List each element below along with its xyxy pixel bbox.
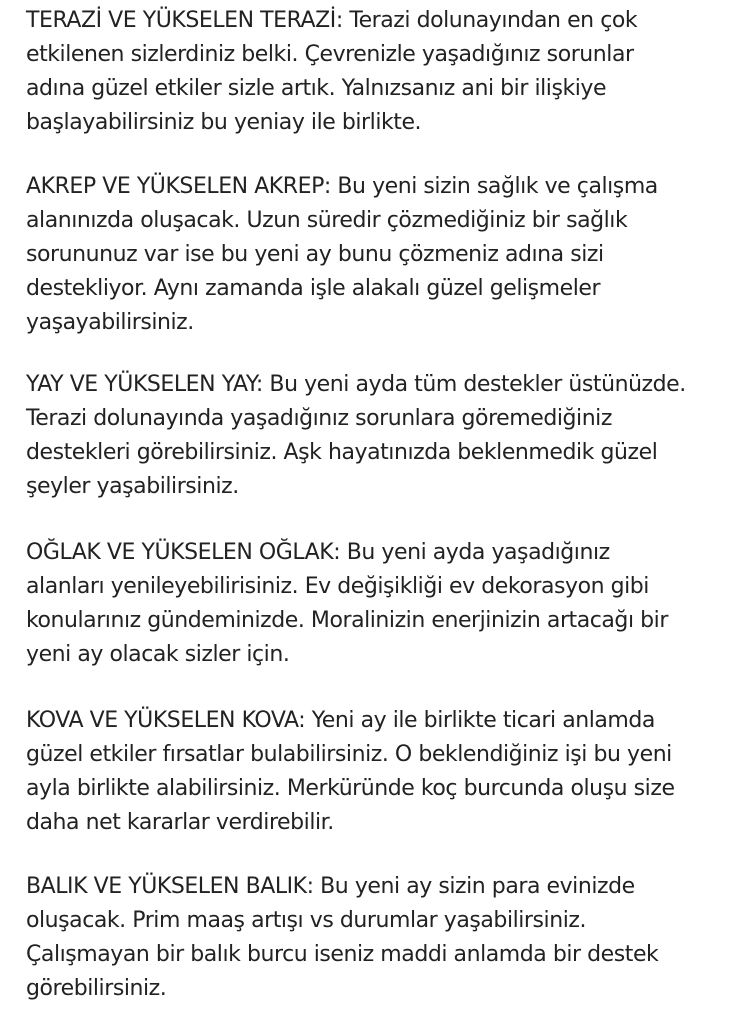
text-line: sorununuz var ise bu yeni ay bunu çözmeniz adına sizi [26,242,604,267]
text-line: OĞLAK VE YÜKSELEN OĞLAK: Bu yeni ayda yaşadığınız [26,540,610,565]
text-line: adına güzel etkiler sizle artık. Yalnızsanız ani bir ilişkiye [26,76,607,101]
text-line: oluşacak. Prim maaş artışı vs durumlar yaşabilirsiniz. [26,908,586,933]
text-line: TERAZİ VE YÜKSELEN TERAZİ: Terazi dolunayından en çok [26,8,638,33]
text-line: etkilenen sizlerdiniz belki. Çevrenizle yaşadığınız sorunlar [26,42,634,67]
text-line: alanınızda oluşacak. Uzun süredir çözmediğiniz bir sağlık [26,208,628,233]
text-line: ayla birlikte alabilirsiniz. Merküründe koç burcunda oluşu size [26,776,675,801]
paragraph-akrep [26,170,738,340]
text-line: başlayabilirsiniz bu yeniay ile birlikte. [26,110,422,135]
text-line: destekleri görebilirsiniz. Aşk hayatınızda beklenmedik güzel [26,440,658,465]
text-line: KOVA VE YÜKSELEN KOVA: Yeni ay ile birlikte ticari anlamda [26,708,655,733]
text-line: güzel etkiler fırsatlar bulabilirsiniz. O beklendiğiniz işi bu yeni [26,742,672,767]
text-line: BALIK VE YÜKSELEN BALIK: Bu yeni ay sizin para evinizde [26,874,635,899]
paragraph-yay [26,368,738,504]
paragraph-oglak [26,536,738,672]
text-line: Çalışmayan bir balık burcu iseniz maddi anlamda bir destek [26,942,659,967]
text-line: görebilirsiniz. [26,976,167,1001]
text-line: daha net kararlar verdirebilir. [26,810,334,835]
paragraph-terazi [26,4,738,140]
text-line: AKREP VE YÜKSELEN AKREP: Bu yeni sizin sağlık ve çalışma [26,174,658,199]
paragraph-kova [26,704,738,840]
text-line: şeyler yaşabilirsiniz. [26,474,239,499]
text-line: yaşayabilirsiniz. [26,310,194,335]
paragraph-balik [26,870,738,1006]
text-line: YAY VE YÜKSELEN YAY: Bu yeni ayda tüm destekler üstünüzde. [26,372,686,397]
text-line: konularınız gündeminizde. Moralinizin enerjinizin artacağı bir [26,608,668,633]
text-line: alanları yenileyebilirisiniz. Ev değişikliği ev dekorasyon gibi [26,574,649,599]
text-line: yeni ay olacak sizler için. [26,642,290,667]
text-line: destekliyor. Aynı zamanda işle alakalı güzel gelişmeler [26,276,601,301]
text-line: Terazi dolunayında yaşadığınız sorunlara göremediğiniz [26,406,612,431]
